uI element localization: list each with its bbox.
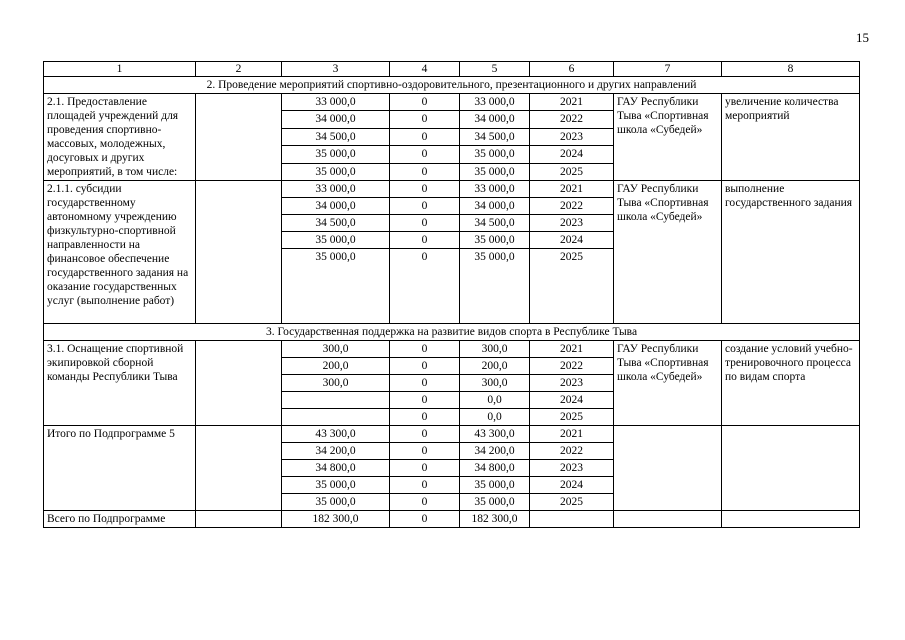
federal-cell: 0 — [390, 111, 460, 128]
section-3-title: 3. Государственная поддержка на развитие видов спорта в Республике Тыва — [44, 324, 860, 341]
empty-cell — [530, 511, 614, 528]
measure-name: 2.1.1. субсидии государственному автономному учреждению физкультурно-спортивной направленности на финансовое обеспечение государственного задания на оказание государственных услуг (выполнение работ) — [44, 181, 196, 324]
year-cell: 2024 — [530, 146, 614, 163]
year-cell: 2021 — [530, 426, 614, 443]
executor-cell: ГАУ Республики Тыва «Спортивная школа «Субедей» — [614, 181, 722, 324]
total-cell: 300,0 — [282, 375, 390, 392]
result-cell: увеличение количества мероприятий — [722, 94, 860, 181]
year-cell: 2025 — [530, 249, 614, 324]
col-header: 5 — [460, 62, 530, 77]
federal-cell: 0 — [390, 198, 460, 215]
federal-cell: 0 — [390, 215, 460, 232]
grand-total-label: Всего по Подпрограмме — [44, 511, 196, 528]
section-2-title: 2. Проведение мероприятий спортивно-оздоровительного, презентационного и других направлений — [44, 77, 860, 94]
col-header: 6 — [530, 62, 614, 77]
republic-cell: 0,0 — [460, 409, 530, 426]
empty-cell — [722, 511, 860, 528]
grand-total-row — [44, 511, 860, 528]
republic-cell: 182 300,0 — [460, 511, 530, 528]
program-table — [43, 61, 860, 528]
federal-cell: 0 — [390, 94, 460, 111]
total-cell: 34 000,0 — [282, 198, 390, 215]
republic-cell: 34 000,0 — [460, 198, 530, 215]
federal-cell: 0 — [390, 477, 460, 494]
col-header: 3 — [282, 62, 390, 77]
subtotal-label: Итого по Подпрограмме 5 — [44, 426, 196, 511]
federal-cell: 0 — [390, 181, 460, 198]
federal-cell: 0 — [390, 392, 460, 409]
total-cell: 182 300,0 — [282, 511, 390, 528]
year-cell: 2022 — [530, 111, 614, 128]
year-cell: 2024 — [530, 477, 614, 494]
empty-cell — [196, 181, 282, 324]
year-cell: 2025 — [530, 494, 614, 511]
republic-cell: 34 500,0 — [460, 215, 530, 232]
result-cell: выполнение государственного задания — [722, 181, 860, 324]
republic-cell: 34 500,0 — [460, 128, 530, 145]
year-cell: 2021 — [530, 341, 614, 358]
total-cell: 34 000,0 — [282, 111, 390, 128]
executor-cell: ГАУ Республики Тыва «Спортивная школа «Субедей» — [614, 341, 722, 426]
measure-name: 2.1. Предоставление площадей учреждений для проведения спортивно-массовых, молодежных, досуговых и других мероприятий, в том числе: — [44, 94, 196, 181]
year-cell: 2022 — [530, 443, 614, 460]
federal-cell: 0 — [390, 146, 460, 163]
col-header: 1 — [44, 62, 196, 77]
year-cell: 2023 — [530, 460, 614, 477]
federal-cell: 0 — [390, 460, 460, 477]
federal-cell: 0 — [390, 494, 460, 511]
total-cell: 34 500,0 — [282, 128, 390, 145]
republic-cell: 33 000,0 — [460, 181, 530, 198]
federal-cell: 0 — [390, 358, 460, 375]
federal-cell: 0 — [390, 426, 460, 443]
section-title-row — [44, 324, 860, 341]
federal-cell: 0 — [390, 409, 460, 426]
empty-cell — [196, 94, 282, 181]
total-cell: 300,0 — [282, 341, 390, 358]
empty-cell — [196, 426, 282, 511]
section-title-row — [44, 77, 860, 94]
year-cell: 2021 — [530, 94, 614, 111]
year-cell: 2022 — [530, 198, 614, 215]
total-cell: 34 800,0 — [282, 460, 390, 477]
total-cell: 35 000,0 — [282, 477, 390, 494]
page-number: 15 — [856, 30, 869, 45]
republic-cell: 35 000,0 — [460, 163, 530, 180]
republic-cell: 35 000,0 — [460, 477, 530, 494]
executor-cell: ГАУ Республики Тыва «Спортивная школа «Субедей» — [614, 94, 722, 181]
republic-cell: 35 000,0 — [460, 494, 530, 511]
federal-cell: 0 — [390, 163, 460, 180]
total-cell: 35 000,0 — [282, 232, 390, 249]
federal-cell: 0 — [390, 443, 460, 460]
result-cell: создание условий учебно-тренировочного процесса по видам спорта — [722, 341, 860, 426]
year-cell: 2021 — [530, 181, 614, 198]
table-row — [44, 94, 860, 111]
total-cell: 35 000,0 — [282, 494, 390, 511]
republic-cell: 300,0 — [460, 341, 530, 358]
total-cell — [282, 392, 390, 409]
republic-cell: 34 000,0 — [460, 111, 530, 128]
total-cell: 34 200,0 — [282, 443, 390, 460]
republic-cell: 34 200,0 — [460, 443, 530, 460]
year-cell: 2025 — [530, 409, 614, 426]
col-header: 4 — [390, 62, 460, 77]
total-cell: 35 000,0 — [282, 146, 390, 163]
year-cell: 2025 — [530, 163, 614, 180]
total-cell: 35 000,0 — [282, 163, 390, 180]
federal-cell: 0 — [390, 128, 460, 145]
table-row — [44, 181, 860, 198]
year-cell: 2023 — [530, 215, 614, 232]
year-cell: 2024 — [530, 392, 614, 409]
empty-cell — [196, 341, 282, 426]
year-cell: 2023 — [530, 128, 614, 145]
republic-cell: 34 800,0 — [460, 460, 530, 477]
total-cell: 35 000,0 — [282, 249, 390, 324]
col-header: 7 — [614, 62, 722, 77]
total-cell — [282, 409, 390, 426]
total-cell: 34 500,0 — [282, 215, 390, 232]
republic-cell: 33 000,0 — [460, 94, 530, 111]
republic-cell: 35 000,0 — [460, 232, 530, 249]
republic-cell: 43 300,0 — [460, 426, 530, 443]
republic-cell: 200,0 — [460, 358, 530, 375]
empty-cell — [196, 511, 282, 528]
republic-cell: 35 000,0 — [460, 249, 530, 324]
federal-cell: 0 — [390, 341, 460, 358]
empty-cell — [722, 426, 860, 511]
empty-cell — [614, 426, 722, 511]
total-cell: 200,0 — [282, 358, 390, 375]
federal-cell: 0 — [390, 511, 460, 528]
table-row — [44, 426, 860, 443]
column-number-row — [44, 62, 860, 77]
total-cell: 33 000,0 — [282, 94, 390, 111]
republic-cell: 300,0 — [460, 375, 530, 392]
year-cell: 2023 — [530, 375, 614, 392]
col-header: 8 — [722, 62, 860, 77]
federal-cell: 0 — [390, 232, 460, 249]
total-cell: 43 300,0 — [282, 426, 390, 443]
measure-name: 3.1. Оснащение спортивной экипировкой сборной команды Республики Тыва — [44, 341, 196, 426]
col-header: 2 — [196, 62, 282, 77]
federal-cell: 0 — [390, 375, 460, 392]
republic-cell: 0,0 — [460, 392, 530, 409]
year-cell: 2024 — [530, 232, 614, 249]
year-cell: 2022 — [530, 358, 614, 375]
empty-cell — [614, 511, 722, 528]
republic-cell: 35 000,0 — [460, 146, 530, 163]
federal-cell: 0 — [390, 249, 460, 324]
total-cell: 33 000,0 — [282, 181, 390, 198]
table-row — [44, 341, 860, 358]
